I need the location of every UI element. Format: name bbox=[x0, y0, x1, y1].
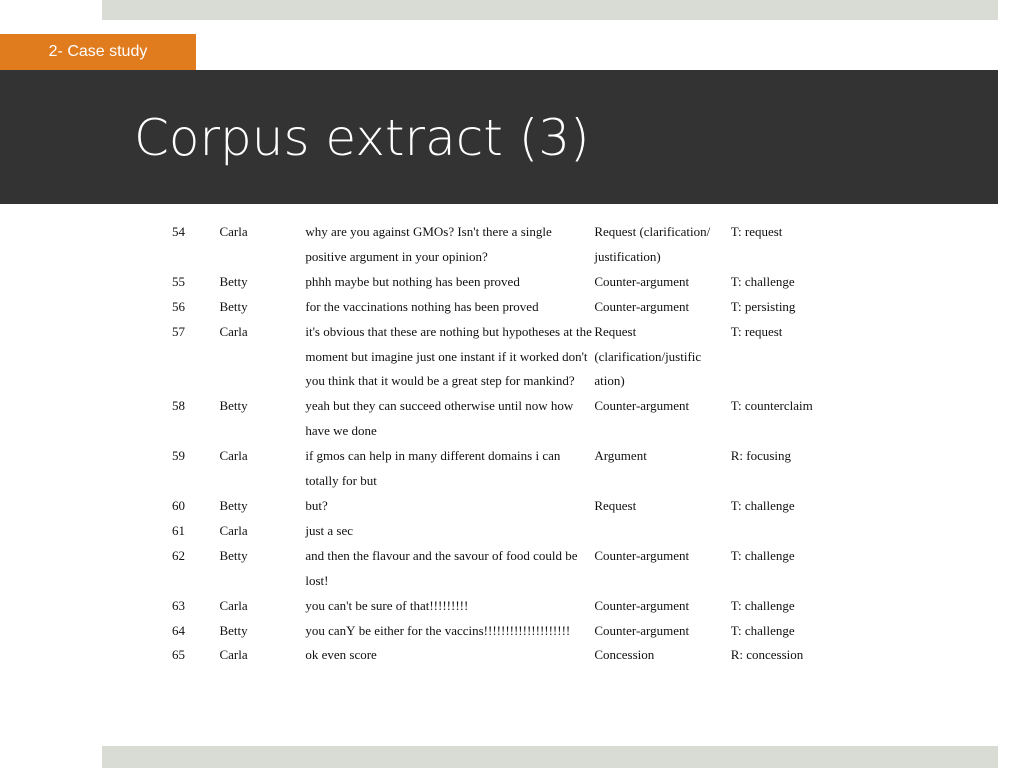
category-label: Counter-argument bbox=[594, 273, 690, 289]
table-row bbox=[172, 619, 852, 644]
category-label: Argument bbox=[594, 448, 647, 464]
turn-number: 63 bbox=[172, 597, 185, 613]
utterance-text: why are you against GMOs? Isn't there a single positive argument in your opinion? bbox=[305, 224, 552, 264]
table-row bbox=[172, 270, 852, 295]
function-label: T: challenge bbox=[730, 622, 795, 638]
function-label: T: request bbox=[730, 323, 783, 339]
category-label: Counter-argument bbox=[594, 547, 690, 563]
function-label: T: challenge bbox=[730, 547, 795, 563]
turn-number: 59 bbox=[172, 448, 185, 464]
turn-number: 60 bbox=[172, 497, 185, 513]
utterance-text: phhh maybe but nothing has been proved bbox=[305, 273, 520, 289]
utterance-text: you canҮ be either for the vaccins!!!!!!!!!!!!!!!!!!!! bbox=[305, 622, 571, 638]
table-row bbox=[172, 544, 852, 594]
slide-title: Corpus extract (3) bbox=[134, 109, 590, 167]
utterance-text: for the vaccinations nothing has been proved bbox=[305, 298, 539, 314]
speaker-name: Betty bbox=[219, 273, 248, 289]
bottom-decor-bar bbox=[102, 746, 998, 768]
function-label: T: challenge bbox=[730, 273, 795, 289]
turn-number: 55 bbox=[172, 273, 185, 289]
section-tag: 2- Case study bbox=[0, 34, 196, 70]
category-label: Counter-argument bbox=[594, 398, 690, 414]
turn-number: 64 bbox=[172, 622, 185, 638]
turn-number: 56 bbox=[172, 298, 185, 314]
turn-number: 65 bbox=[172, 647, 185, 663]
category-label: Counter-argument bbox=[594, 298, 690, 314]
utterance-text: ok even score bbox=[305, 647, 377, 663]
utterance-text: you can't be sure of that!!!!!!!!! bbox=[305, 597, 469, 613]
category-label: Concession bbox=[594, 647, 655, 663]
utterance-text: and then the flavour and the savour of food could be lost! bbox=[305, 547, 578, 588]
function-label bbox=[731, 519, 852, 544]
function-label: T: counterclaim bbox=[730, 398, 813, 414]
turn-number: 54 bbox=[172, 224, 185, 239]
utterance-text: just a sec bbox=[305, 522, 354, 538]
speaker-name: Betty bbox=[219, 547, 248, 563]
utterance-text: but? bbox=[305, 497, 328, 513]
table-row bbox=[172, 594, 852, 619]
corpus-table bbox=[172, 220, 852, 668]
category-label: Counter-argument bbox=[594, 622, 690, 638]
speaker-name: Betty bbox=[219, 298, 248, 314]
speaker-name: Betty bbox=[219, 622, 248, 638]
turn-number: 57 bbox=[172, 323, 185, 339]
table-row bbox=[172, 394, 852, 444]
function-label: T: challenge bbox=[730, 597, 795, 613]
turn-number: 58 bbox=[172, 398, 185, 414]
function-label: T: persisting bbox=[730, 298, 796, 314]
speaker-name: Betty bbox=[219, 398, 248, 414]
utterance-text: if gmos can help in many different domains i can totally for but bbox=[305, 448, 561, 489]
function-label: T: challenge bbox=[730, 497, 795, 513]
function-label: R: concession bbox=[730, 647, 804, 663]
table-row bbox=[172, 494, 852, 519]
table-row bbox=[172, 444, 852, 494]
function-label: R: focusing bbox=[730, 448, 792, 464]
turn-number: 61 bbox=[172, 522, 185, 538]
category-label: Request bbox=[594, 497, 637, 513]
top-decor-bar bbox=[102, 0, 998, 20]
utterance-text: yeah but they can succeed otherwise until now how have we done bbox=[305, 398, 574, 439]
category-label bbox=[594, 519, 730, 544]
speaker-name: Carla bbox=[219, 323, 248, 339]
table-row bbox=[172, 643, 852, 668]
speaker-name: Carla bbox=[219, 597, 248, 613]
table-row bbox=[172, 295, 852, 320]
speaker-name: Carla bbox=[219, 448, 248, 464]
table-row bbox=[172, 320, 852, 395]
speaker-name: Carla bbox=[219, 647, 248, 663]
utterance-text: it's obvious that these are nothing but hypotheses at the moment but imagine just one instant if it worked don't you think that it would be a great step for mankind? bbox=[305, 323, 592, 389]
turn-number: 62 bbox=[172, 547, 185, 563]
speaker-name: Carla bbox=[219, 522, 248, 538]
category-label: Counter-argument bbox=[594, 597, 690, 613]
table-row bbox=[172, 220, 852, 270]
category-label: Request (clarification/ justification) bbox=[594, 224, 711, 264]
function-label: T: request bbox=[730, 224, 783, 239]
speaker-name: Carla bbox=[219, 224, 248, 239]
category-label: Request (clarification/justific ation) bbox=[594, 323, 702, 389]
table-row bbox=[172, 519, 852, 544]
speaker-name: Betty bbox=[219, 497, 248, 513]
